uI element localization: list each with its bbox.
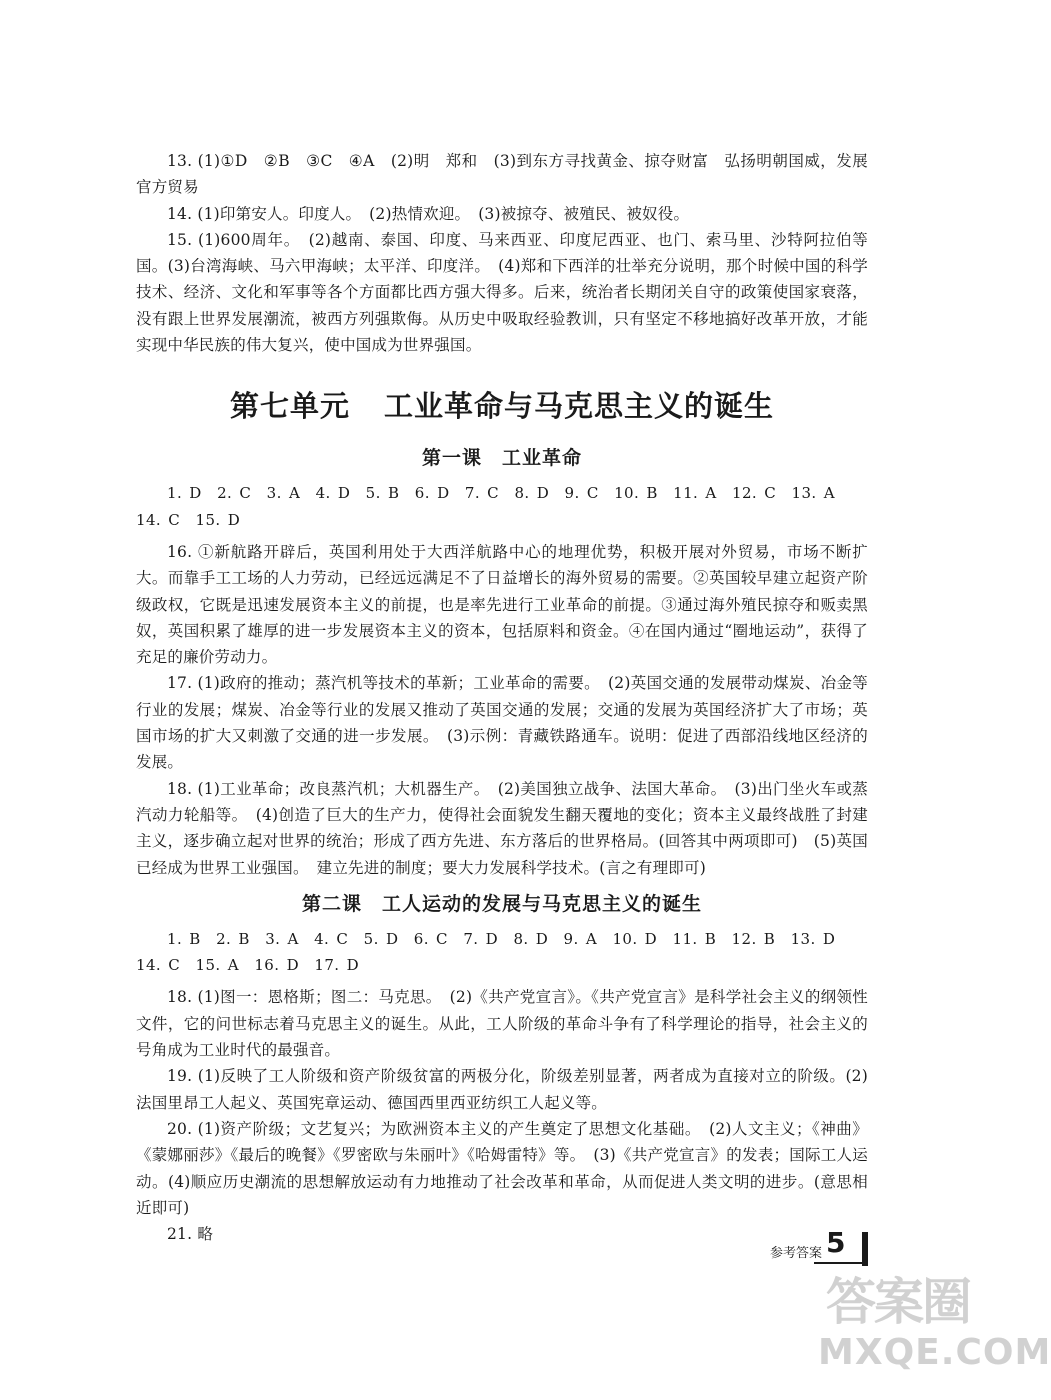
lesson1-number: 第一课 xyxy=(421,447,482,470)
lesson2-q18: 18. (1)图一：恩格斯；图二：马克思。 (2)《共产党宣言》。《共产党宣言》是科学社会主义的纲领性文件，它的问世标志着马克思主义的诞生。从此，工人阶级的革命斗争有了科学理论的指导，社会主义的号角成为工业时代的最强音。 xyxy=(136,988,868,1060)
answer-q15: 15. (1)600周年。 (2)越南、泰国、印度、马来西亚、印度尼西亚、也门、索马里、沙特阿拉伯等国。(3)台湾海峡、马六甲海峡；太平洋、印度洋。 (4)郑和下西洋的壮举充分说明，那个时候中国的科学技术、经济、文化和军事等各个方面都比西方强大得多。后来，统治者长期闭关自守的政策使国家衰落，没有跟上世界发展潮流，被西方列强欺侮。从历史中吸取经验教训，只有坚定不移地搞好改革开放，才能实现中华民族的伟大复兴，使中国成为世界强国。 xyxy=(136,230,868,355)
lesson1-multiple-choice: 1. D 2. C 3. A 4. D 5. B 6. D 7. C 8. D 9. C 10. B 11. A 12. C 13. A 14. C 15. D xyxy=(136,484,851,529)
lesson2-heading xyxy=(136,889,868,916)
watermark-cn: 答案圈 xyxy=(826,1273,970,1331)
unit-title: 工业革命与马克思主义的诞生 xyxy=(384,389,775,424)
lesson2-multiple-choice: 1. B 2. B 3. A 4. C 5. D 6. C 7. D 8. D 9. A 10. D 11. B 12. B 13. D 14. C 15. A 16. D 17. D xyxy=(136,929,851,975)
unit-heading xyxy=(136,384,868,425)
lesson2-number: 第二课 xyxy=(301,892,362,915)
lesson2-q19: 19. (1)反映了工人阶级和资产阶级贫富的两极分化，阶级差别显著，两者成为直接对立的阶级。(2)法国里昂工人起义、英国宪章运动、德国西里西亚纺织工人起义等。 xyxy=(136,1067,868,1112)
lesson2-q20: 20. (1)资产阶级；文艺复兴；为欧洲资本主义的产生奠定了思想文化基础。 (2)人文主义；《神曲》《蒙娜丽莎》《最后的晚餐》《罗密欧与朱丽叶》《哈姆雷特》等。 (3)《共产党宣言》的发表；国际工人运动。(4)顺应历史潮流的思想解放运动有力地推动了社会改革和革命，从而促进人类文明的进步。(意思相近即可) xyxy=(136,1119,868,1217)
unit-number: 第七单元 xyxy=(229,389,350,424)
lesson1-title: 工业革命 xyxy=(502,447,583,470)
lesson1-q17: 17. (1)政府的推动；蒸汽机等技术的革新；工业革命的需要。 (2)英国交通的发展带动煤炭、冶金等行业的发展；煤炭、冶金等行业的发展又推动了英国交通的发展；交通的发展为英国经济扩大了市场；英国市场的扩大又刺激了交通的进一步发展。 (3)示例：青藏铁路通车。说明：促进了西部沿线地区经济的发展。 xyxy=(136,674,868,772)
lesson1-q16: 16. ①新航路开辟后，英国利用处于大西洋航路中心的地理优势，积极开展对外贸易，市场不断扩大。而靠手工工场的人力劳动，已经远远满足不了日益增长的海外贸易的需要。②英国较早建立起资产阶级政权，它既是迅速发展资本主义的前提，也是率先进行工业革命的前提。③通过海外殖民掠夺和贩卖黑奴，英国积累了雄厚的进一步发展资本主义的资本，包括原料和资金。④在国内通过“圈地运动”，获得了充足的廉价劳动力。 xyxy=(136,542,868,667)
lesson2-title: 工人运动的发展与马克思主义的诞生 xyxy=(382,892,703,915)
watermark-logo xyxy=(812,1262,1051,1382)
answer-q14: 14. (1)印第安人。印度人。 (2)热情欢迎。 (3)被掠夺、被殖民、被奴役。 xyxy=(167,204,690,223)
watermark-en: MXQE.COM xyxy=(818,1332,1051,1373)
lesson1-q18: 18. (1)工业革命；改良蒸汽机；大机器生产。 (2)美国独立战争、法国大革命。 (3)出门坐火车或蒸汽动力轮船等。 (4)创造了巨大的生产力，使得社会面貌发生翻天覆地的变化；资本主义最终战胜了封建主义，逐步确立起对世界的统治；形成了西方先进、东方落后的世界格局。(回答其中两项即可) (5)英国已经成为世界工业强国。 建立先进的制度；要大力发展科学技术。(言之有理即可) xyxy=(136,779,868,877)
answer-q13: 13. (1)①D ②B ③C ④A (2)明 郑和 (3)到东方寻找黄金、掠夺财富 弘扬明朝国威，发展官方贸易 xyxy=(136,152,868,197)
page-content xyxy=(136,148,868,1247)
footer-label: 参考答案 xyxy=(770,1246,823,1261)
footer-bar-divider xyxy=(862,1232,868,1266)
lesson2-q21: 21. 略 xyxy=(167,1225,214,1244)
lesson1-heading xyxy=(136,443,868,470)
page-number: 5 xyxy=(826,1226,846,1259)
